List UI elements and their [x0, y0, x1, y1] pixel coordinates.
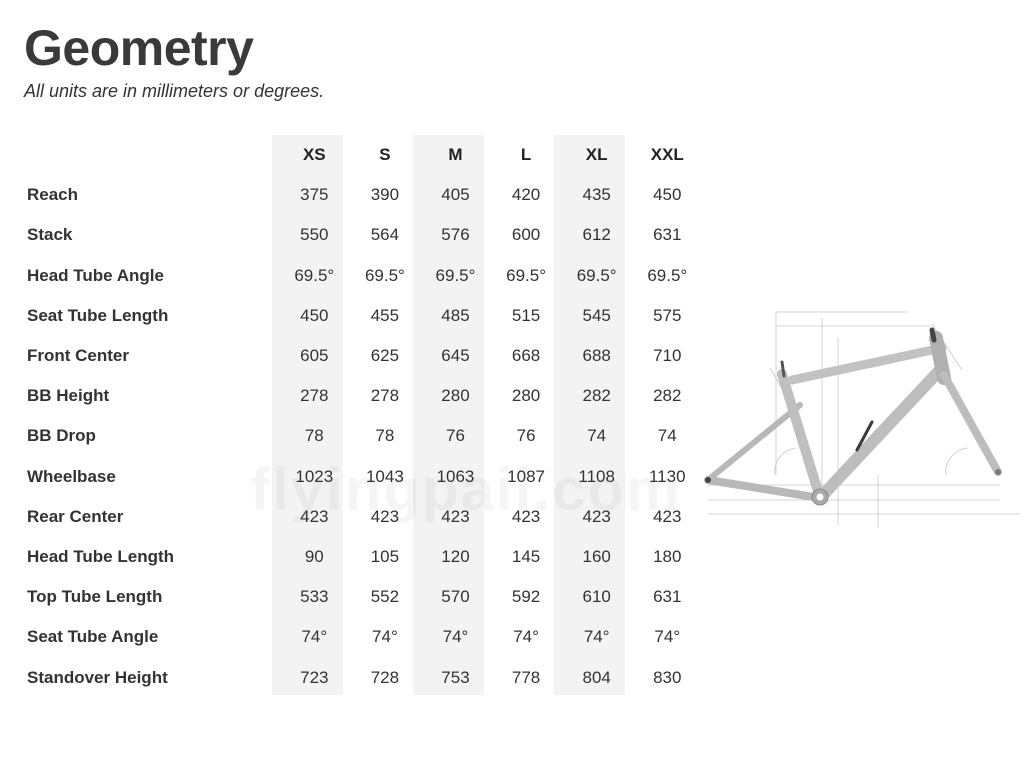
- cell-xxl: 282: [653, 386, 682, 406]
- bike-frame-icon: [700, 300, 1020, 540]
- cell-s: 728: [370, 667, 400, 687]
- cell-xs: 423: [300, 506, 329, 526]
- cell-xxl: 74: [657, 426, 677, 446]
- table-row: [20, 416, 703, 456]
- cell-s: 69.5°: [364, 265, 405, 285]
- cell-xs: 1023: [295, 466, 334, 486]
- cell-l: 668: [511, 346, 541, 366]
- cell-l: 592: [511, 587, 541, 607]
- cell-l: 515: [511, 305, 541, 325]
- cell-l: 74°: [513, 627, 539, 647]
- cell-l: 145: [511, 546, 541, 566]
- cell-xxl: 74°: [654, 627, 681, 647]
- cell-xl: 74°: [583, 627, 610, 647]
- table-row: [20, 657, 703, 697]
- size-header-s: S: [379, 145, 391, 165]
- cell-l: 778: [511, 667, 541, 687]
- cell-m: 120: [441, 546, 470, 566]
- row-label: BB Drop: [27, 426, 96, 446]
- row-label: Seat Tube Angle: [27, 627, 159, 647]
- cell-xxl: 450: [653, 185, 682, 205]
- table-row: [20, 215, 703, 255]
- cell-xl: 804: [582, 667, 611, 687]
- cell-m: 69.5°: [435, 265, 476, 285]
- cell-s: 390: [370, 185, 400, 205]
- cell-l: 280: [511, 386, 541, 406]
- cell-xl: 610: [582, 587, 611, 607]
- cell-xs: 278: [300, 386, 329, 406]
- cell-xl: 423: [582, 506, 611, 526]
- geometry-table: [20, 135, 703, 698]
- cell-s: 423: [370, 506, 400, 526]
- row-label: Top Tube Length: [27, 587, 163, 607]
- cell-xxl: 830: [653, 667, 682, 687]
- row-label: Rear Center: [27, 506, 124, 526]
- size-header-xs: XS: [302, 145, 326, 165]
- cell-m: 405: [441, 185, 470, 205]
- cell-xs: 450: [300, 305, 329, 325]
- row-label: Head Tube Angle: [27, 265, 164, 285]
- size-header-l: L: [520, 145, 532, 165]
- cell-l: 1087: [507, 466, 545, 486]
- cell-m: 280: [441, 386, 470, 406]
- cell-m: 485: [441, 305, 470, 325]
- header-row: [20, 135, 703, 175]
- table-row: [20, 577, 703, 617]
- row-label: Head Tube Length: [27, 546, 175, 566]
- cell-xxl: 1130: [648, 466, 686, 486]
- size-header-xxl: XXL: [650, 145, 684, 165]
- cell-m: 753: [441, 667, 470, 687]
- cell-m: 576: [441, 225, 470, 245]
- table-row: [20, 457, 703, 497]
- cell-s: 1043: [365, 466, 404, 486]
- size-header-xl: XL: [585, 145, 608, 165]
- cell-xl: 74: [587, 426, 607, 446]
- cell-xl: 282: [582, 386, 611, 406]
- row-label: Seat Tube Length: [27, 305, 169, 325]
- cell-xxl: 180: [653, 546, 682, 566]
- cell-xs: 533: [300, 587, 329, 607]
- cell-l: 423: [511, 506, 541, 526]
- cell-xxl: 710: [653, 346, 682, 366]
- row-label: Wheelbase: [27, 466, 116, 486]
- cell-l: 69.5°: [506, 265, 547, 285]
- cell-xxl: 69.5°: [647, 265, 688, 285]
- row-label: Reach: [27, 185, 79, 205]
- table-row: [20, 336, 703, 376]
- cell-xs: 69.5°: [294, 265, 335, 285]
- label-column-header: [20, 135, 279, 175]
- row-label: Front Center: [27, 346, 129, 366]
- cell-s: 78: [375, 426, 395, 446]
- cell-s: 625: [370, 346, 400, 366]
- cell-xl: 545: [582, 305, 611, 325]
- cell-m: 74°: [442, 627, 469, 647]
- cell-m: 645: [441, 346, 470, 366]
- cell-xs: 90: [304, 546, 324, 566]
- cell-s: 564: [370, 225, 400, 245]
- row-label: Stack: [27, 225, 73, 245]
- cell-xs: 74°: [301, 627, 328, 647]
- cell-s: 552: [370, 587, 400, 607]
- cell-m: 570: [441, 587, 470, 607]
- cell-xl: 1108: [578, 466, 615, 486]
- cell-l: 600: [511, 225, 541, 245]
- cell-s: 74°: [372, 627, 398, 647]
- row-label: Standover Height: [27, 667, 168, 687]
- cell-xs: 375: [300, 185, 329, 205]
- cell-m: 76: [446, 426, 465, 446]
- table-row: [20, 256, 703, 296]
- cell-xs: 550: [300, 225, 329, 245]
- cell-s: 278: [370, 386, 400, 406]
- cell-l: 76: [516, 426, 536, 446]
- cell-xxl: 631: [653, 225, 682, 245]
- size-header-m: M: [448, 145, 463, 165]
- frame-tubes: [708, 330, 998, 498]
- cell-xl: 612: [582, 225, 611, 245]
- page-title: Geometry: [24, 20, 254, 76]
- cell-s: 105: [370, 546, 400, 566]
- cell-xl: 160: [582, 546, 611, 566]
- row-label: BB Height: [27, 386, 110, 406]
- table-row: [20, 537, 703, 577]
- cell-s: 455: [370, 305, 400, 325]
- cell-xs: 605: [300, 346, 329, 366]
- front-dropout: [995, 469, 1001, 475]
- bottom-bracket-center: [817, 494, 824, 501]
- cell-xxl: 423: [653, 506, 682, 526]
- cell-m: 423: [441, 506, 470, 526]
- rear-dropout: [705, 477, 711, 483]
- table-row: [20, 376, 703, 416]
- table-row: [20, 296, 703, 336]
- table-row: [20, 175, 703, 215]
- cell-xl: 69.5°: [576, 265, 617, 285]
- cell-xxl: 575: [653, 305, 682, 325]
- cell-xs: 723: [300, 667, 329, 687]
- cell-xl: 688: [582, 346, 611, 366]
- cell-xs: 78: [304, 426, 324, 446]
- cell-m: 1063: [436, 466, 475, 486]
- table-row: [20, 617, 703, 657]
- table-row: [20, 497, 703, 537]
- units-note: All units are in millimeters or degrees.: [24, 81, 325, 101]
- cell-xl: 435: [582, 185, 611, 205]
- cell-xxl: 631: [653, 587, 682, 607]
- cell-l: 420: [511, 185, 541, 205]
